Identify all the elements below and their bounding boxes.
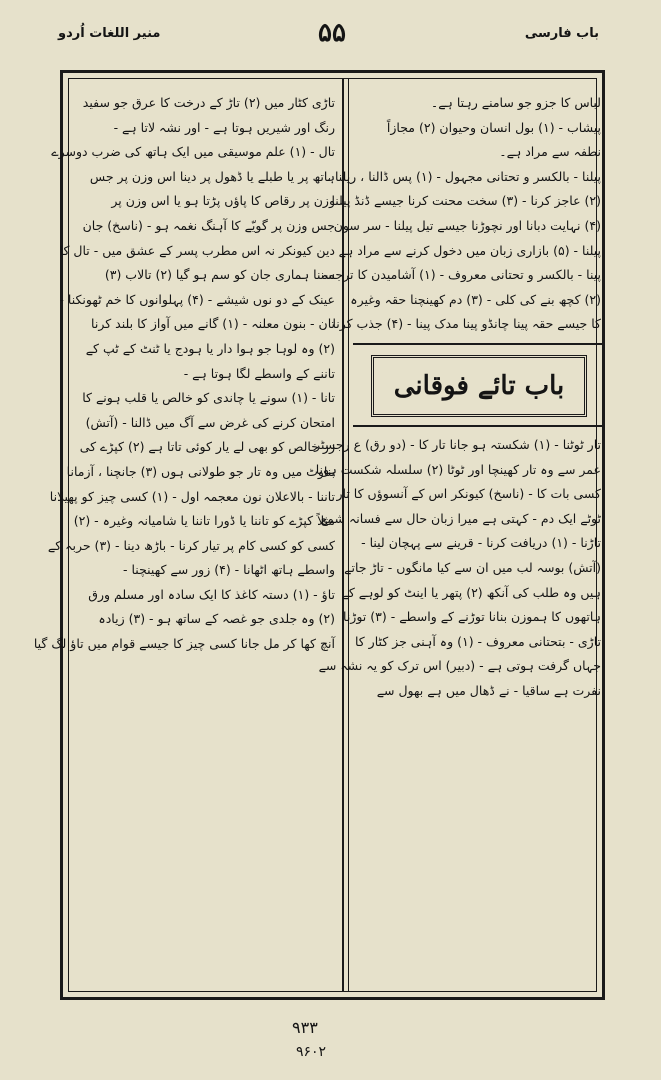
text-line: لباس کا جزو جو سامنے رہتا ہے۔	[430, 95, 601, 110]
text-line: پیلنا - بالکسر و تحتانی مجہول - (۱) پس ڈالنا ، ریلنا ،	[326, 168, 601, 184]
text-line: دین کیونکر نہ اس مطرب پسر کے عشق میں - تال کا	[59, 242, 335, 258]
text-line: (۲) وہ لوہا جو ہوا دار یا ہودج یا ٹنٹ کے ٹپ کے	[85, 340, 335, 356]
text-line: (آتش) بوسہ لب میں ان سے کیا مانگوں - تاڑ جاتے	[344, 559, 601, 575]
footer-number-2: ۹۶۰۲	[296, 1044, 327, 1060]
text-line: پیشاب - (۱) بول انسان وحیوان (۲) مجازاً	[386, 119, 601, 135]
text-line: نطفہ سے مراد ہے۔	[499, 144, 601, 160]
text-line: جہاں گرفت ہوتی ہے - (دبیر) اس ترک کو یہ نشہ سے	[318, 658, 601, 674]
text-line: تانا - (۱) سونے یا چاندی کو خالص یا قلب ہونے کا	[82, 390, 335, 406]
left-column	[33, 91, 335, 981]
text-line: زر خالص کو بھی لے یار کوئی تاتا ہے (۲) کپڑے کی	[79, 439, 335, 455]
section-rule-bottom	[353, 425, 605, 427]
text-line: عمر سے وہ تار کھینچا اور ٹوٹا (۲) سلسلہ شکست ہونا	[315, 461, 601, 477]
text-line: آنچ کھا کر مل جانا کسی چیز کا جیسے قوام میں تاؤ لگ گیا	[33, 636, 335, 652]
text-line: تان - بنون معلنہ - (۱) گانے میں آواز کا بلند کرنا	[91, 316, 335, 332]
header-section-name: باب فارسی	[524, 26, 599, 41]
text-line: پینا - بالکسر و تحتانی معروف - (۱) آشامیدن کا ترجمہ	[320, 267, 601, 283]
text-line: مثلاً کپڑے کو تاننا یا ڈورا تاننا یا شامیانہ وغیرہ - (۲)	[73, 513, 335, 529]
page-number: ۵۵	[318, 18, 346, 48]
text-line: (۲) وہ جلدی جو غصہ کے ساتھ ہو - (۳) زیادہ	[98, 611, 335, 627]
text-line: کسی کو کسی کام پر تیار کرنا - باڑھ دینا - (۳) حربہ کے	[47, 537, 335, 553]
text-line: سننا ہماری جان کو سم ہو گیا (۲) تالاب (۳)	[104, 267, 335, 283]
text-line: تار ٹوٹنا - (۱) شکستہ ہو جانا تار کا - (دو رق) ع رجسٹر	[314, 436, 601, 452]
right-column-bottom-text	[314, 433, 601, 704]
text-line: ہیں وہ طلب کی آنکھ (۲) پتھر یا اینٹ کو لوہے کے	[341, 584, 601, 600]
text-line: تاڑنا - (۱) دریافت کرنا - قرینے سے پہچان لینا -	[361, 535, 601, 551]
text-line: تاڑی کٹار میں (۲) تاڑ کے درخت کا عرق جو سفید	[82, 95, 335, 110]
right-column-top-text	[320, 91, 601, 337]
text-line: پیلنا - (۵) بازاری زبان میں دخول کرنے سے مراد ہے	[338, 242, 601, 258]
text-line: واسطے ہاتھ اٹھانا - (۴) زور سے کھینچنا -	[123, 562, 335, 578]
section-title-box: باب تائے فوقانی	[371, 355, 587, 417]
text-line: ہاتھوں کا ہموزن بنانا توڑنے کے واسطے - (۳) توڑنا	[343, 609, 601, 625]
header-book-title: منیر اللغات اُردو	[58, 26, 161, 41]
text-line: (۴) نہایت دبانا اور نچوڑنا جیسے تیل پیلنا - سر سون	[333, 217, 601, 233]
text-line: نفرت ہے ساقیا - نے ڈھال میں ہے بھول سے	[376, 682, 601, 698]
text-line: جس وزن پر گویّے کا آہنگ نغمہ ہو - (ناسخ) جان	[82, 217, 335, 233]
text-line: تال - (۱) علم موسیقی میں ایک ہاتھ کی ضرب دوسرے	[51, 144, 335, 160]
text-line: تاؤ - (۱) دستہ کاغذ کا ایک سادہ اور مسلم ورق	[88, 586, 335, 602]
left-column-text	[33, 91, 335, 657]
text-line: تاننا - بالاعلان نون معجمہ اول - (۱) کسی چیز کو پھیلانا	[49, 488, 335, 504]
text-line: امتحان کرنے کی غرض سے آگ میں ڈالنا - (آتش)	[85, 414, 335, 430]
text-line: کسی بات کا - (ناسخ) کیونکر اس کے آنسوؤں کا تار	[336, 486, 601, 502]
text-line: تاڑی - بتحتانی معروف - (۱) وہ آہنی جز کٹار کا	[354, 633, 601, 649]
text-line: عینک کے دو نوں شیشے - (۴) پہلوانوں کا خم ٹھونکنا -	[59, 291, 335, 307]
text-line: وزن پر رقاص کا پاؤں پڑتا ہو یا اس وزن پر	[111, 193, 335, 209]
text-line: کا جیسے حقہ پینا چانڈو پینا مدک پینا - (۴) جذب کرنا	[332, 316, 601, 332]
section-rule-top	[353, 343, 605, 345]
text-line: (۲) کچھ بنے کی کلی - (۳) دم کھینچنا حقہ وغیرہ	[350, 291, 601, 307]
text-line: ٹوٹے ایک دم - کہتی ہے میرا زبان حال سے فسانہ شمع	[320, 510, 601, 526]
right-column	[314, 91, 601, 981]
inner-frame	[33, 78, 601, 992]
text-line: رنگ اور شیریں ہوتا ہے - اور نشہ لاتا ہے -	[113, 119, 335, 135]
page-frame	[33, 70, 605, 1000]
text-line: بناوٹ میں وہ تار جو طولانی ہوں (۳) جانچنا ، آزمانا	[66, 463, 335, 479]
text-line: (۲) عاجز کرنا - (۳) سخت محنت کرنا جیسے ڈنڈ پیلنا	[331, 193, 601, 209]
text-line: ہاتھ پر یا طبلے یا ڈھول پر دینا اس وزن پر جس	[89, 168, 335, 184]
text-line: تاننے کے واسطے لگا ہوتا ہے -	[183, 365, 335, 381]
footer-number-1: ۹۳۳	[292, 1018, 318, 1037]
